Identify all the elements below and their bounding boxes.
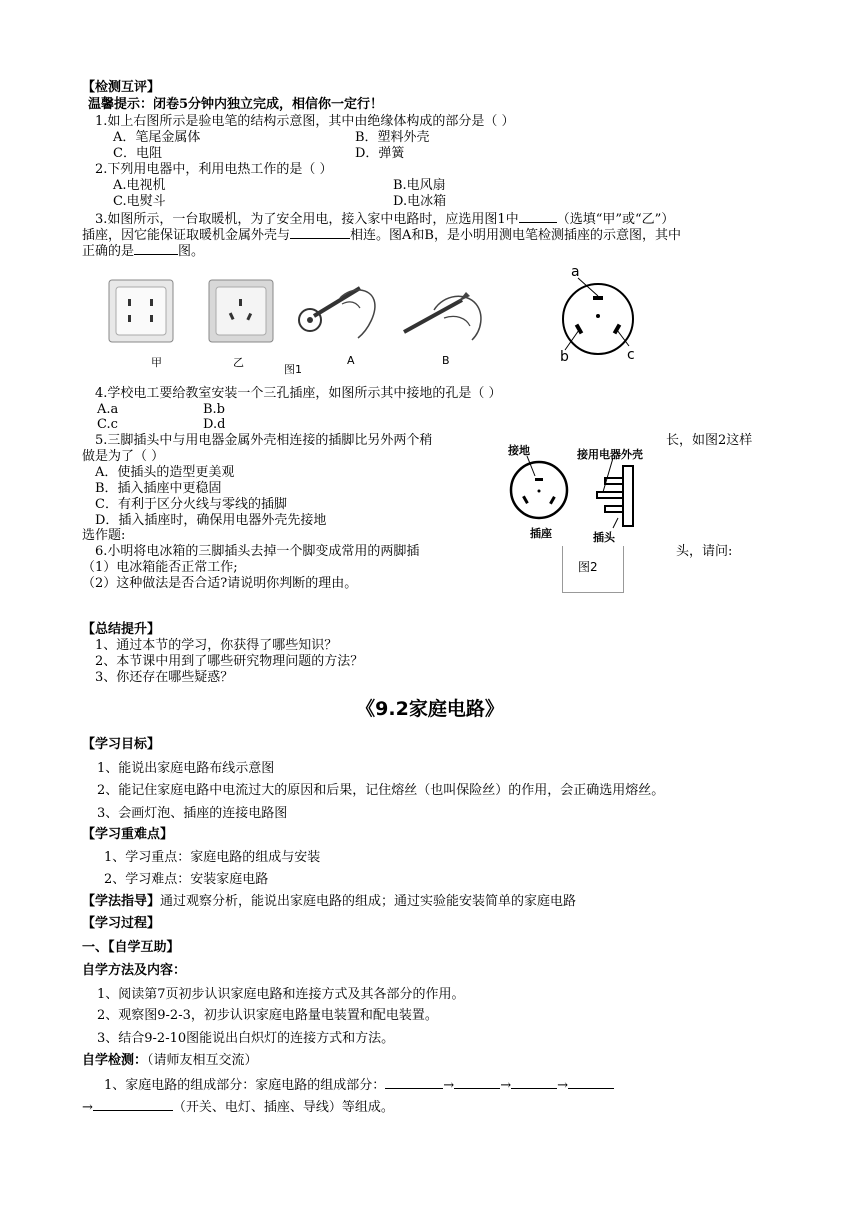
summary-item: 1、通过本节的学习，你获得了哪些知识？ — [95, 638, 338, 653]
socket-jia-image — [108, 279, 174, 343]
fig2-label-plug: 插头 — [593, 531, 615, 544]
answer-blank[interactable] — [568, 1076, 614, 1089]
self-check-line — [82, 1053, 258, 1069]
fig2-label-socket: 插座 — [530, 527, 552, 540]
q5-option-b: B．插入插座中更稳固 — [95, 481, 222, 496]
self-study-item: 1、阅读第7页初步认识家庭电路和连接方式及其各部分的作用。 — [97, 987, 465, 1002]
self-check-heading: 自学检测： — [82, 1053, 148, 1068]
self-study-heading: 一、【自学互助】 — [82, 940, 180, 955]
q3-text: 3.如图所示，一台取暖机，为了安全用电，接入家中电路时，应选用图1中 — [95, 212, 519, 227]
self-check-q1-text: 1、家庭电路的组成部分：家庭电路的组成部分： — [104, 1078, 386, 1093]
answer-blank[interactable] — [93, 1098, 173, 1111]
q2-option-d: D.电冰箱 — [393, 194, 447, 209]
self-check-q1-line-1 — [104, 1076, 614, 1094]
method-text: 通过观察分析，能说出家庭电路的组成；通过实验能安装简单的家庭电路 — [160, 894, 577, 909]
fig-label-yi: 乙 — [233, 356, 244, 369]
arrow: → — [557, 1078, 568, 1093]
summary-item: 2、本节课中用到了哪些研究物理问题的方法？ — [95, 654, 364, 669]
answer-blank[interactable] — [385, 1076, 443, 1089]
fig2-label-shell: 接用电器外壳 — [577, 448, 643, 461]
self-study-method-label: 自学方法及内容： — [82, 963, 187, 978]
figure-1-caption: 图1 — [284, 363, 302, 376]
fig2-label-ground: 接地 — [508, 444, 530, 457]
q6-line-1b: 头，请问: — [676, 544, 733, 559]
arrow: → — [443, 1078, 455, 1093]
goal-item: 2、能记住家庭电路中电流过大的原因和后果，记住熔丝（也叫保险丝）的作用，会正确选用熔丝。 — [97, 783, 665, 798]
q5-option-a: A．使插头的造型更美观 — [95, 465, 235, 480]
answer-blank[interactable] — [519, 210, 557, 223]
q4-option-a: A.a — [97, 402, 119, 417]
q2-option-a: A.电视机 — [113, 178, 166, 193]
q1-option-c: C．电阻 — [113, 146, 162, 161]
section-heading-summary: 【总结提升】 — [82, 622, 161, 637]
socket-label-c: c — [627, 347, 635, 363]
q6-sub-1: （1）电冰箱能否正常工作; — [82, 560, 238, 575]
fig-label-a: A — [347, 354, 355, 367]
q4-option-d: D.d — [203, 417, 226, 432]
q2-option-b: B.电风扇 — [393, 178, 446, 193]
q3-text: 正确的是 — [82, 244, 135, 259]
arrow: → — [500, 1078, 512, 1093]
test-pen-a-image — [292, 278, 384, 346]
q4-option-c: C.c — [97, 417, 118, 432]
q5-option-d: D．插入插座时，确保用电器外壳先接地 — [95, 513, 327, 528]
q1-option-d: D．弹簧 — [355, 146, 405, 161]
q3-text: 插座，因它能保证取暖机金属外壳与 — [82, 228, 291, 243]
self-check-q1-line-2 — [82, 1098, 394, 1116]
socket-yi-image — [208, 279, 274, 343]
q1-option-b: B．塑料外壳 — [355, 130, 430, 145]
answer-blank[interactable] — [454, 1076, 500, 1089]
socket-label-a: a — [571, 264, 580, 280]
answer-blank[interactable] — [511, 1076, 557, 1089]
q1-stem: 1.如上右图所示是验电笔的结构示意图，其中由绝缘体构成的部分是（ ） — [95, 114, 515, 129]
section-heading-process: 【学习过程】 — [82, 916, 161, 931]
figure-2 — [505, 438, 659, 546]
section-heading-key-points: 【学习重难点】 — [82, 827, 174, 842]
key-point-item: 2、学习难点：安装家庭电路 — [104, 872, 269, 887]
q2-option-c: C.电熨斗 — [113, 194, 166, 209]
goal-item: 3、会画灯泡、插座的连接电路图 — [97, 806, 288, 821]
q3-line-3 — [82, 242, 204, 260]
answer-blank[interactable] — [290, 226, 350, 239]
q6-line-1a: 6.小明将电冰箱的三脚插头去掉一个脚变成常用的两脚插 — [95, 544, 420, 559]
self-study-item: 2、观察图9-2-3，初步认识家庭电路量电装置和配电装置。 — [97, 1008, 438, 1023]
self-study-item: 3、结合9-2-10图能说出白炽灯的连接方式和方法。 — [97, 1031, 395, 1046]
answer-blank[interactable] — [134, 242, 178, 255]
q4-stem: 4.学校电工要给教室安装一个三孔插座，如图所示其中接地的孔是（ ） — [95, 386, 502, 401]
tip-text: 温馨提示：闭卷5分钟内独立完成，相信你一定行！ — [88, 97, 384, 112]
optional-label: 选作题: — [82, 528, 126, 543]
summary-item: 3、你还存在哪些疑惑？ — [95, 670, 234, 685]
q5-line-1b: 长，如图2这样 — [666, 433, 753, 448]
goal-item: 1、能说出家庭电路布线示意图 — [97, 761, 275, 776]
method-line — [82, 894, 576, 910]
q1-option-a: A．笔尾金属体 — [113, 130, 201, 145]
section-heading-check: 【检测互评】 — [82, 80, 161, 95]
fig-label-jia: 甲 — [151, 356, 162, 369]
test-pen-b-image — [400, 284, 490, 348]
q5-line-1a: 5.三脚插头中与用电器金属外壳相连接的插脚比另外两个稍 — [95, 433, 433, 448]
self-check-note: （请师友相互交流） — [147, 1053, 258, 1068]
socket-label-b: b — [560, 349, 569, 365]
fig-label-b: B — [442, 354, 450, 367]
q3-text: （选填“甲”或“乙”） — [556, 212, 675, 227]
key-point-item: 1、学习重点：家庭电路的组成与安装 — [104, 850, 321, 865]
figure-2-caption: 图2 — [578, 560, 598, 574]
q6-sub-2: （2）这种做法是否合适?请说明你判断的理由。 — [82, 576, 358, 591]
lesson-title: 《9.2家庭电路》 — [356, 698, 504, 720]
q4-option-b: B.b — [203, 402, 226, 417]
q5-option-c: C．有利于区分火线与零线的插脚 — [95, 497, 287, 512]
q3-text: 相连。图A和B，是小明用测电笔检测插座的示意图，其中 — [350, 228, 681, 243]
section-heading-goals: 【学习目标】 — [82, 737, 161, 752]
section-heading-method: 【学法指导】 — [82, 894, 161, 909]
q3-text: 图。 — [178, 244, 205, 259]
arrow: → — [82, 1100, 93, 1115]
self-check-q1-text: （开关、电灯、插座、导线）等组成。 — [172, 1100, 394, 1115]
q2-stem: 2.下列用电器中，利用电热工作的是（ ） — [95, 162, 333, 177]
q5-line-2: 做是为了（ ） — [82, 449, 165, 464]
